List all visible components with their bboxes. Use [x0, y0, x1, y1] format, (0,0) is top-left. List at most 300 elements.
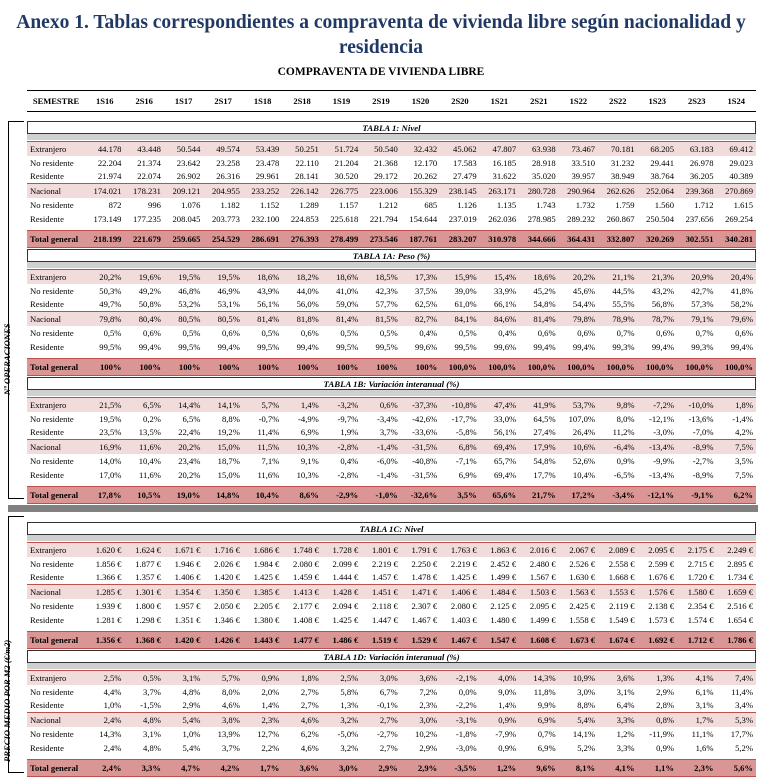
table-cell: 6,5% [164, 412, 203, 426]
table-cell: 99,5% [85, 340, 124, 354]
table-cell: 2.099 € [322, 557, 361, 571]
table-cell: 1.480 € [480, 613, 519, 627]
table-cell: 262.626 [598, 184, 637, 198]
table-cell: 1.529 € [401, 631, 440, 648]
table-cell: 154.644 [401, 212, 440, 226]
table-cell: 11,6% [124, 440, 163, 454]
table-cell: 78,7% [638, 312, 677, 326]
row-label: Residente [27, 741, 85, 755]
table-cell: 1.558 € [559, 613, 598, 627]
table-cell: 0,4% [401, 326, 440, 340]
table-cell: 52,6% [559, 454, 598, 468]
table-cell: -33,6% [401, 426, 440, 440]
header-period: 1S18 [243, 91, 282, 112]
header-period: 2S16 [124, 91, 163, 112]
table-cell: 29.961 [243, 170, 282, 184]
table-cell: 19,5% [85, 412, 124, 426]
table-cell: 11,6% [124, 468, 163, 482]
table-cell: 340.281 [717, 230, 757, 247]
table-cell: 2,4% [85, 713, 124, 727]
table-cell: -31,5% [401, 468, 440, 482]
table-title: TABLA 1B: Variación interanual (%) [27, 377, 756, 390]
table-cell: 0,9% [480, 741, 519, 755]
table-cell: 4,6% [282, 713, 321, 727]
table-cell: 69,4% [480, 440, 519, 454]
table-cell: 49,7% [85, 298, 124, 312]
table-cell: 1.403 € [440, 613, 479, 627]
table-cell: 49,2% [124, 284, 163, 298]
table-cell: 65,7% [480, 454, 519, 468]
table-cell: 3,5% [717, 454, 757, 468]
table-cell: 3,0% [401, 713, 440, 727]
row-label: Extranjero [27, 270, 85, 284]
table-cell: 273.546 [361, 230, 400, 247]
table-cell: 1.553 € [598, 585, 637, 599]
table-row [27, 230, 756, 247]
table-cell: -8,9% [677, 468, 716, 482]
table-cell: 1,4% [480, 699, 519, 713]
header-period: 2S20 [440, 91, 479, 112]
table-cell: 1.426 € [203, 631, 242, 648]
row-label: Extranjero [27, 142, 85, 156]
table-cell: 44.178 [85, 142, 124, 156]
table-row [27, 486, 756, 503]
table-cell: -9,1% [677, 486, 716, 503]
table-cell: 81,4% [519, 312, 558, 326]
table-cell: 17,9% [519, 440, 558, 454]
table-cell: 1.946 € [164, 557, 203, 571]
semester-header [27, 90, 756, 112]
table-cell: -2,7% [361, 727, 400, 741]
table-cell: 0,5% [322, 326, 361, 340]
table-cell: 173.149 [85, 212, 124, 226]
table-cell: 2.067 € [559, 543, 598, 557]
table-cell: -3,5% [440, 759, 479, 776]
table-cell: -12,1% [638, 486, 677, 503]
table-cell: 23,4% [164, 454, 203, 468]
table-cell: 1.356 € [85, 631, 124, 648]
row-label: Nacional [27, 184, 85, 198]
table-cell: 0,9% [598, 454, 637, 468]
table-cell: 3,0% [322, 759, 361, 776]
table-cell: 11,6% [243, 468, 282, 482]
table-cell: 1.420 € [164, 631, 203, 648]
table-row [27, 671, 756, 685]
table-cell: -4,9% [282, 412, 321, 426]
table-row [27, 631, 756, 648]
table-cell: 38.949 [598, 170, 637, 184]
table-cell: 12,7% [243, 727, 282, 741]
table-cell: 1.425 € [322, 613, 361, 627]
table-cell: 1.686 € [243, 543, 282, 557]
table-cell: 20.262 [401, 170, 440, 184]
table-cell: 10,3% [282, 440, 321, 454]
table-cell: -31,5% [401, 440, 440, 454]
table-cell: 14,1% [203, 398, 242, 412]
table-cell: 0,6% [361, 398, 400, 412]
table-cell: 21,1% [598, 270, 637, 284]
table-cell: 100,0% [677, 358, 716, 375]
row-label: No residente [27, 727, 85, 741]
table-cell: 1.791 € [401, 543, 440, 557]
table-cell: 5,3% [717, 713, 757, 727]
table-cell: 8,8% [559, 699, 598, 713]
table-cell: 7,4% [717, 671, 757, 685]
table-cell: 0,6% [559, 326, 598, 340]
table-cell: 178.231 [124, 184, 163, 198]
table-cell: 2.599 € [638, 557, 677, 571]
table-cell: 1.856 € [85, 557, 124, 571]
table-cell: 10,4% [243, 486, 282, 503]
table-cell: 1.406 € [164, 571, 203, 585]
table-cell: 9,1% [282, 454, 321, 468]
row-label: Total general [27, 230, 85, 247]
table-cell: 36.205 [677, 170, 716, 184]
table-cell: 0,6% [519, 326, 558, 340]
table-cell: 4,2% [717, 426, 757, 440]
table-cell: 237.019 [440, 212, 479, 226]
table-cell: 0,6% [638, 326, 677, 340]
row-label: Extranjero [27, 543, 85, 557]
table-row [27, 557, 756, 571]
table-cell: 0,6% [717, 326, 757, 340]
table-cell: -3,4% [598, 486, 637, 503]
table-cell: 50.251 [282, 142, 321, 156]
table-cell: 63.183 [677, 142, 716, 156]
table-cell: 31.232 [598, 156, 637, 170]
table-cell: 1,7% [677, 713, 716, 727]
row-label: No residente [27, 326, 85, 340]
table-cell: 2,5% [322, 671, 361, 685]
table-cell: 2,9% [638, 685, 677, 699]
table-cell: 1.447 € [361, 613, 400, 627]
table-cell: 1.576 € [638, 585, 677, 599]
table-cell: 100% [282, 358, 321, 375]
table-cell: 99,3% [677, 340, 716, 354]
table-cell: 3,5% [440, 486, 479, 503]
row-label: Total general [27, 486, 85, 503]
table-cell: 29.441 [638, 156, 677, 170]
table-cell: 15,0% [203, 468, 242, 482]
table-cell: -13,4% [638, 440, 677, 454]
table-cell: 9,8% [598, 398, 637, 412]
table-cell: 0,7% [598, 326, 637, 340]
table-cell: 100% [85, 358, 124, 375]
table-cell: 1.668 € [598, 571, 637, 585]
table-cell: 2,7% [361, 713, 400, 727]
table-cell: 20,2% [559, 270, 598, 284]
table-cell: 29.172 [361, 170, 400, 184]
table-cell: 3,6% [401, 671, 440, 685]
table-cell: 22.110 [282, 156, 321, 170]
table-cell: 3,6% [282, 759, 321, 776]
table-cell: -42,6% [401, 412, 440, 426]
table-cell: 5,7% [243, 398, 282, 412]
table-spacer [27, 663, 756, 669]
table-cell: -3,4% [361, 412, 400, 426]
table-cell: 9,6% [519, 759, 558, 776]
table-cell: 18,6% [322, 270, 361, 284]
table-cell: 1.615 [717, 198, 757, 212]
table-cell: 283.207 [440, 230, 479, 247]
table-cell: 28.918 [519, 156, 558, 170]
table-cell: 46,9% [203, 284, 242, 298]
table-cell: 19,5% [203, 270, 242, 284]
table-cell: 2.558 € [598, 557, 637, 571]
table-row [27, 759, 756, 776]
table-cell: 38.764 [638, 170, 677, 184]
table-cell: 99,4% [282, 340, 321, 354]
table-cell: 41,0% [322, 284, 361, 298]
table-cell: 174.021 [85, 184, 124, 198]
table-cell: 107,0% [559, 412, 598, 426]
table-cell: 1.654 € [717, 613, 757, 627]
row-label: Residente [27, 340, 85, 354]
table-cell: 33,9% [480, 284, 519, 298]
table-cell: 1.728 € [322, 543, 361, 557]
table-row [27, 599, 756, 613]
table-cell: 29.023 [717, 156, 757, 170]
table-cell: 1.467 € [440, 631, 479, 648]
table-cell: 5,2% [559, 741, 598, 755]
table-cell: 78,9% [598, 312, 637, 326]
table-cell: 1.425 € [440, 571, 479, 585]
table-cell: 8,8% [203, 412, 242, 426]
table-row [27, 184, 756, 198]
table-cell: 2,5% [85, 671, 124, 685]
table-row [27, 326, 756, 340]
table-cell: 39.957 [559, 170, 598, 184]
table-cell: 20,4% [717, 270, 757, 284]
table-cell: 0,6% [282, 326, 321, 340]
table-cell: -9,9% [638, 454, 677, 468]
table-row [27, 727, 756, 741]
table-cell: 259.665 [164, 230, 203, 247]
table-cell: 84,1% [440, 312, 479, 326]
header-period: 1S24 [717, 91, 757, 112]
table-cell: 99,4% [717, 340, 757, 354]
table-cell: -17,7% [440, 412, 479, 426]
table-cell: -11,9% [638, 727, 677, 741]
table-cell: 1,8% [717, 398, 757, 412]
table-cell: 50.544 [164, 142, 203, 156]
table-cell: 80,4% [124, 312, 163, 326]
table-cell: 33,0% [480, 412, 519, 426]
section-label-price: PRECIO MEDIO POR M2 (€/m2) [2, 639, 12, 762]
table-spacer [27, 535, 756, 541]
table-cell: 21.374 [124, 156, 163, 170]
table-cell: 43,9% [243, 284, 282, 298]
table-cell: 1.503 € [519, 585, 558, 599]
table-cell: 226.775 [322, 184, 361, 198]
table-cell: 50,8% [124, 298, 163, 312]
table-cell: 1.444 € [322, 571, 361, 585]
table-cell: -7,9% [480, 727, 519, 741]
row-label: Residente [27, 170, 85, 184]
table-cell: 40.389 [717, 170, 757, 184]
table-cell: 2.080 € [282, 557, 321, 571]
table-cell: 16,9% [85, 440, 124, 454]
row-label: Extranjero [27, 671, 85, 685]
table-cell: 18,5% [361, 270, 400, 284]
table-cell: 1,0% [85, 699, 124, 713]
table-cell: 2.177 € [282, 599, 321, 613]
table-cell: 4,2% [203, 759, 242, 776]
table-cell: 278.985 [519, 212, 558, 226]
table-row [27, 358, 756, 375]
table-row [27, 284, 756, 298]
table-cell: 17.583 [440, 156, 479, 170]
table-cell: -3,1% [440, 713, 479, 727]
table-cell: 99,4% [559, 340, 598, 354]
table-cell: 79,1% [677, 312, 716, 326]
table-cell: -8,9% [677, 440, 716, 454]
table-cell: 1.671 € [164, 543, 203, 557]
table-cell: 6,9% [282, 426, 321, 440]
table-cell: 99,4% [203, 340, 242, 354]
row-label: Residente [27, 298, 85, 312]
header-period: 2S18 [282, 91, 321, 112]
table-cell: 100,0% [638, 358, 677, 375]
table-cell: 1.800 € [124, 599, 163, 613]
table-cell: 69,4% [480, 468, 519, 482]
table-cell: 81,5% [361, 312, 400, 326]
header-period: 2S23 [677, 91, 716, 112]
row-label: Total general [27, 759, 85, 776]
table-cell: 51.724 [322, 142, 361, 156]
table-cell: 99,4% [124, 340, 163, 354]
table-row [27, 713, 756, 727]
table-cell: 66,1% [480, 298, 519, 312]
table-cell: 17,3% [401, 270, 440, 284]
table-cell: 221.679 [124, 230, 163, 247]
table-cell: 2.452 € [480, 557, 519, 571]
table-cell: 100% [164, 358, 203, 375]
table-cell: 1.763 € [440, 543, 479, 557]
table-cell: 5,4% [164, 741, 203, 755]
table-cell: 685 [401, 198, 440, 212]
table-cell: 1.408 € [282, 613, 321, 627]
table-cell: 1.152 [243, 198, 282, 212]
table-cell: 2.138 € [638, 599, 677, 613]
table-cell: 0,6% [203, 326, 242, 340]
table-cell: 64,5% [519, 412, 558, 426]
table-cell: 0,9% [243, 671, 282, 685]
table-cell: 1.135 [480, 198, 519, 212]
table-cell: 53,1% [203, 298, 242, 312]
table-cell: 18,2% [282, 270, 321, 284]
table-cell: -3,0% [638, 426, 677, 440]
table-cell: 1.182 [203, 198, 242, 212]
data-table [27, 269, 756, 376]
table-cell: 2,8% [638, 699, 677, 713]
table-cell: 10,4% [559, 468, 598, 482]
table-cell: 0,7% [519, 727, 558, 741]
table-cell: 2,9% [164, 699, 203, 713]
table-cell: 6,9% [519, 741, 558, 755]
table-cell: 1,4% [282, 398, 321, 412]
table-row [27, 613, 756, 627]
table-cell: 55,5% [598, 298, 637, 312]
row-label: No residente [27, 454, 85, 468]
table-cell: 1.863 € [480, 543, 519, 557]
table-cell: 1.451 € [361, 585, 400, 599]
table-cell: 2.205 € [243, 599, 282, 613]
table-cell: 41,8% [717, 284, 757, 298]
table-cell: 31.622 [480, 170, 519, 184]
table-cell: 218.199 [85, 230, 124, 247]
table-cell: 7,5% [717, 440, 757, 454]
table-cell: 14,1% [559, 727, 598, 741]
table-cell: 1.499 € [519, 613, 558, 627]
table-cell: 278.499 [322, 230, 361, 247]
table-cell: -3,2% [322, 398, 361, 412]
table-cell: 2.219 € [361, 557, 400, 571]
row-label: Nacional [27, 713, 85, 727]
table-cell: 3,1% [164, 671, 203, 685]
table-cell: -2,9% [322, 486, 361, 503]
table-cell: 233.252 [243, 184, 282, 198]
data-table [27, 397, 756, 504]
table-cell: 0,6% [124, 326, 163, 340]
table-cell: 14,8% [203, 486, 242, 503]
table-cell: 5,7% [203, 671, 242, 685]
header-period: 2S17 [203, 91, 242, 112]
table-cell: 2.354 € [677, 599, 716, 613]
table-cell: 0,9% [480, 713, 519, 727]
table-cell: 3,4% [717, 699, 757, 713]
row-label: No residente [27, 156, 85, 170]
table-cell: 280.728 [519, 184, 558, 198]
table-cell: 99,5% [243, 340, 282, 354]
table-cell: 5,6% [717, 759, 757, 776]
table-cell: 26.316 [203, 170, 242, 184]
table-cell: -6,5% [598, 468, 637, 482]
table-cell: 1.939 € [85, 599, 124, 613]
table-cell: 1.285 € [85, 585, 124, 599]
table-cell: 1.712 € [677, 631, 716, 648]
table-cell: -13,4% [638, 468, 677, 482]
table-cell: 1.351 € [164, 613, 203, 627]
table-cell: 204.955 [203, 184, 242, 198]
table-cell: 0,5% [85, 326, 124, 340]
row-label: Nacional [27, 585, 85, 599]
table-cell: 81,8% [282, 312, 321, 326]
table-cell: -0,1% [361, 699, 400, 713]
table-cell: 10,5% [124, 486, 163, 503]
table-cell: 3,1% [124, 727, 163, 741]
table-cell: -6,0% [361, 454, 400, 468]
row-label: No residente [27, 599, 85, 613]
table-cell: 232.100 [243, 212, 282, 226]
table-cell: 4,6% [282, 741, 321, 755]
table-cell: 226.142 [282, 184, 321, 198]
table-cell: 1.368 € [124, 631, 163, 648]
table-cell: 79,6% [717, 312, 757, 326]
row-label: Residente [27, 468, 85, 482]
table-cell: 2,7% [282, 699, 321, 713]
table-cell: 1.346 € [203, 613, 242, 627]
table-cell: 56,8% [638, 298, 677, 312]
table-cell: 99,5% [440, 340, 479, 354]
table-spacer [27, 262, 756, 268]
table-cell: 2.250 € [401, 557, 440, 571]
table-cell: 21,3% [638, 270, 677, 284]
table-subtitle: COMPRAVENTA DE VIVIENDA LIBRE [277, 66, 485, 78]
table-cell: 1.574 € [677, 613, 716, 627]
table-cell: 7,1% [243, 454, 282, 468]
table-cell: 332.807 [598, 230, 637, 247]
